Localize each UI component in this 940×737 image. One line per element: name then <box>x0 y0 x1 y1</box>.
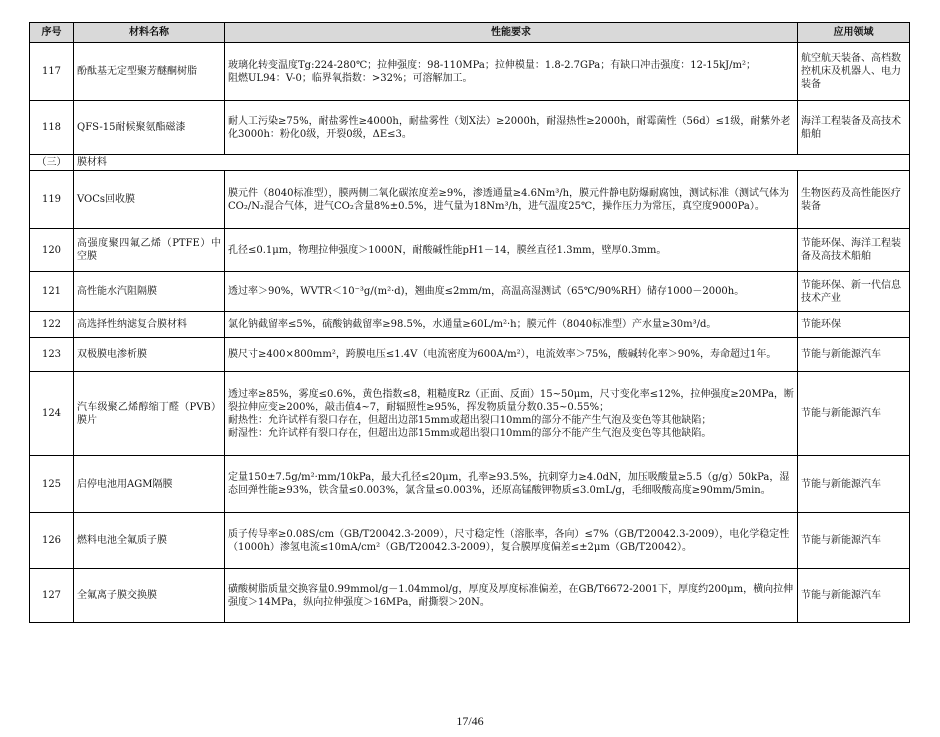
row-no: 122 <box>30 312 74 338</box>
row-no: 123 <box>30 338 74 372</box>
row-requirement <box>225 171 798 229</box>
row-no: 124 <box>30 372 74 456</box>
requirement-line: 质子传导率≥0.08S/cm（GB/T20042.3-2009），尺寸稳定性（溶胀率，各向）≤7%（GB/T20042.3-2009），电化学稳定性（1000h）渗氢电流≤10mA/cm²（GB/T20042.3-2009），复合膜厚度偏差≤±2μm（GB/T20042）。 <box>228 528 790 553</box>
row-material-name: 酚酞基无定型聚芳醚酮树脂 <box>74 43 225 101</box>
row-material-name: 高选择性纳滤复合膜材料 <box>74 312 225 338</box>
table-row <box>30 272 910 312</box>
header-material-name: 材料名称 <box>74 23 225 43</box>
row-application: 节能与新能源汽车 <box>798 372 910 456</box>
row-requirement <box>225 456 798 513</box>
header-performance-requirement: 性能要求 <box>225 23 798 43</box>
row-material-name: 汽车级聚乙烯醇缩丁醛（PVB）膜片 <box>74 372 225 456</box>
row-application: 节能与新能源汽车 <box>798 513 910 569</box>
row-no: 126 <box>30 513 74 569</box>
table-row <box>30 372 910 456</box>
row-application: 节能环保、新一代信息技术产业 <box>798 272 910 312</box>
requirement-line: 透过率≥85%，雾度≤0.6%，黄色指数≤8，粗糙度Rz（正面、反面）15~50μm，尺寸变化率≤12%，拉伸强度≥20MPa，断裂拉伸应变≥200%，敲击值4~7，耐辐照性≥95%，挥发物质量分数0.35~0.55%； <box>228 388 794 413</box>
requirement-line: 氯化钠截留率≤5%，硫酸钠截留率≥98.5%，水通量≥60L/m²·h；膜元件（8040标准型）产水量≥30m³/d。 <box>228 319 717 330</box>
table-row <box>30 43 910 101</box>
requirement-line: 透过率＞90%，WVTR＜10⁻³g/(m²·d)，翘曲度≤2mm/m，高温高湿测试（65℃/90%RH）储存1000－2000h。 <box>228 286 745 297</box>
row-material-name: 高性能水汽阻隔膜 <box>74 272 225 312</box>
header-no: 序号 <box>30 23 74 43</box>
row-requirement <box>225 101 798 155</box>
row-requirement <box>225 272 798 312</box>
table-row <box>30 569 910 623</box>
row-material-name: 燃料电池全氟质子膜 <box>74 513 225 569</box>
row-material-name: 启停电池用AGM隔膜 <box>74 456 225 513</box>
row-application: 生物医药及高性能医疗装备 <box>798 171 910 229</box>
table-row <box>30 229 910 272</box>
table-row <box>30 171 910 229</box>
row-no: 125 <box>30 456 74 513</box>
row-material-name: 全氟离子膜交换膜 <box>74 569 225 623</box>
row-application: 节能与新能源汽车 <box>798 338 910 372</box>
requirement-line: 孔径≤0.1μm，物理拉伸强度＞1000N，耐酸碱性能pH1－14，膜丝直径1.3mm，壁厚0.3mm。 <box>228 244 667 256</box>
row-application: 航空航天装备、高档数控机床及机器人、电力装备 <box>798 43 910 101</box>
row-no: 119 <box>30 171 74 229</box>
row-requirement <box>225 513 798 569</box>
section-title: 膜材料 <box>74 155 910 171</box>
requirement-line: 膜元件（8040标准型），膜两侧二氧化碳浓度差≥9%，渗透通量≥4.6Nm³/h，膜元件静电防爆耐腐蚀，测试标准（测试气体为CO₂/N₂混合气体，进气CO₂含量8%±0.5%，进气量为18Nm³/h，进气温度25℃，操作压力为常压，真空度9000Pa）。 <box>228 187 790 212</box>
header-application-field: 应用领域 <box>798 23 910 43</box>
table-row <box>30 312 910 338</box>
page-number: 17/46 <box>456 714 484 728</box>
row-requirement <box>225 43 798 101</box>
row-application: 节能与新能源汽车 <box>798 456 910 513</box>
row-requirement <box>225 229 798 272</box>
row-material-name: VOCs回收膜 <box>74 171 225 229</box>
table-row <box>30 456 910 513</box>
table-row <box>30 101 910 155</box>
row-material-name: QFS-15耐候聚氨酯磁漆 <box>74 101 225 155</box>
table-row <box>30 338 910 372</box>
row-material-name: 高强度聚四氟乙烯（PTFE）中空膜 <box>74 229 225 272</box>
requirement-line: 磺酸树脂质量交换容量0.99mmol/g－1.04mmol/g，厚度及厚度标准偏差，在GB/T6672-2001下，厚度约200μm，横向拉伸强度＞14MPa，纵向拉伸强度＞16MPa，耐撕裂＞20N。 <box>228 583 794 608</box>
row-material-name: 双极膜电渗析膜 <box>74 338 225 372</box>
row-application: 节能与新能源汽车 <box>798 569 910 623</box>
requirement-line: 阻燃UL94：V-0；临界氧指数：>32%；可溶解加工。 <box>228 72 473 84</box>
table-body <box>30 43 910 623</box>
row-application: 海洋工程装备及高技术船舶 <box>798 101 910 155</box>
table-header-row <box>30 23 910 43</box>
table-row <box>30 513 910 569</box>
section-no: （三） <box>30 155 74 171</box>
row-requirement <box>225 338 798 372</box>
row-requirement <box>225 312 798 338</box>
requirement-line: 耐湿性：允许试样有裂口存在，但超出边部15mm或超出裂口10mm的部分不能产生气泡及变色等其他缺陷。 <box>228 427 712 439</box>
requirement-line: 耐人工污染≥75%，耐盐雾性≥4000h，耐盐雾性（划X法）≥2000h，耐湿热性≥2000h，耐霉菌性（56d）≤1级，耐紫外老化3000h：粉化0级，开裂0级，ΔE≤3。 <box>228 115 791 140</box>
row-no: 118 <box>30 101 74 155</box>
row-no: 121 <box>30 272 74 312</box>
row-no: 117 <box>30 43 74 101</box>
materials-table <box>29 22 910 623</box>
requirement-line: 定量150±7.5g/m²·mm/10kPa，最大孔径≤20μm，孔率≥93.5%，抗刺穿力≥4.0dN，加压吸酸量≥5.5（g/g）50kPa，湿态回弹性能≥93%，铁含量≤0.003%，氯含量≤0.003%，还原高锰酸钾物质≤3.0mL/g，毛细吸酸高度≥90mm/5min。 <box>228 472 790 496</box>
row-application: 节能环保、海洋工程装备及高技术船舶 <box>798 229 910 272</box>
requirement-line: 玻璃化转变温度Tg:224-280℃；拉伸强度：98-110MPa；拉伸模量：1.8-2.7GPa；有缺口冲击强度：12-15kJ/m²； <box>228 59 757 71</box>
requirement-line: 耐热性：允许试样有裂口存在，但超出边部15mm或超出裂口10mm的部分不能产生气泡及变色等其他缺陷； <box>228 414 712 426</box>
row-no: 120 <box>30 229 74 272</box>
row-requirement <box>225 569 798 623</box>
row-no: 127 <box>30 569 74 623</box>
section-row <box>30 155 910 171</box>
row-requirement <box>225 372 798 456</box>
row-application: 节能环保 <box>798 312 910 338</box>
requirement-line: 膜尺寸≥400×800mm²，跨膜电压≤1.4V（电流密度为600A/m²），电流效率＞75%，酸碱转化率＞90%，寿命超过1年。 <box>228 349 777 360</box>
